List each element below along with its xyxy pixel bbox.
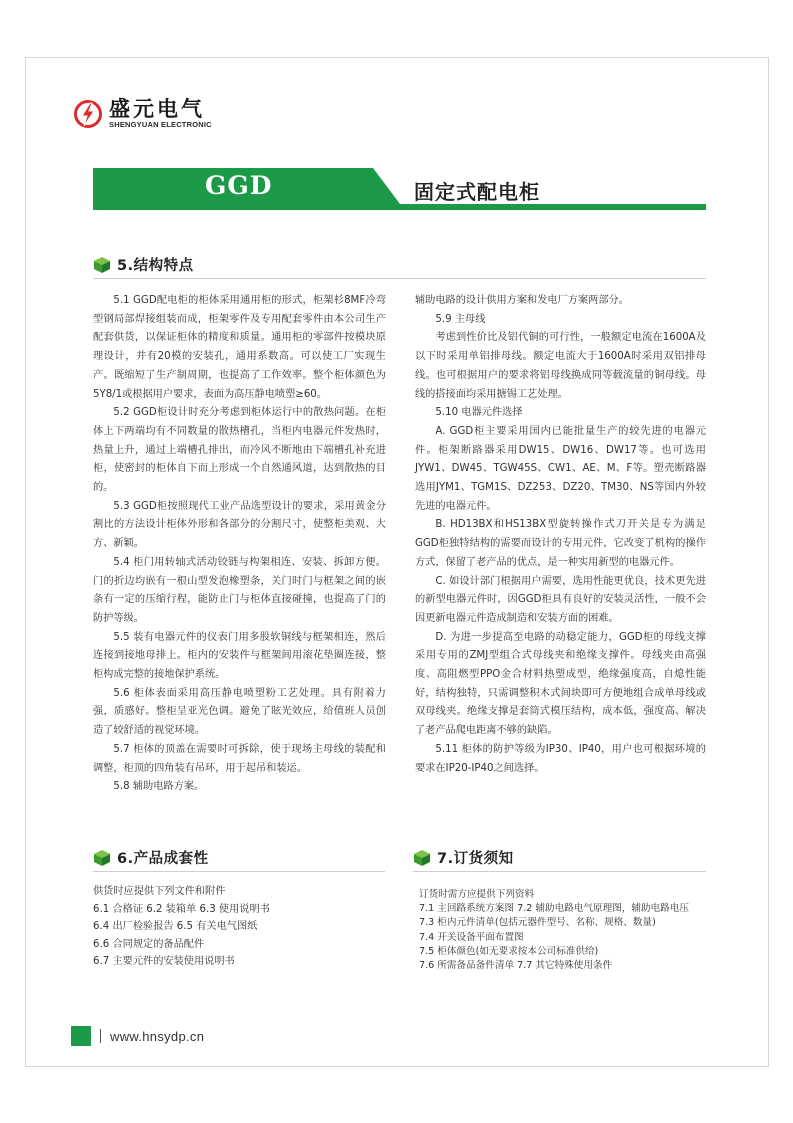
list-item: 7.4 开关设备平面布置图 — [419, 931, 524, 943]
paragraph: 考虑到性价比及铝代铜的可行性，一般额定电流在1600A及以下时采用单铝排母线。额定电流大于1600A时采用双铝排母线。也可根据用户的要求将铝母线换成同等载流量的铜母线。母线的搭接面均采用搪锡工艺处理。 — [415, 332, 706, 400]
footer-divider — [100, 1029, 101, 1043]
section-5-rule — [93, 278, 706, 279]
paragraph: C. 如设计部门根据用户需要，选用性能更优良，技术更先进的新型电器元件时，因GGD柜具有良好的安装灵活性，一般不会因更新电器元件造成制造和安装方面的困难。 — [415, 575, 706, 624]
list-item: 6.1 合格证 6.2 装箱单 6.3 使用说明书 — [93, 903, 270, 915]
section-5-title: 5.结构特点 — [117, 258, 194, 274]
paragraph: 5.10 电器元件选择 — [435, 407, 523, 419]
lightning-logo-icon — [73, 99, 103, 129]
section-5-left-column — [93, 292, 386, 797]
cube-icon — [93, 849, 111, 867]
cube-icon — [93, 256, 111, 274]
section-7-list — [419, 888, 709, 973]
paragraph: 辅助电路的设计供用方案和发电厂方案两部分。 — [415, 295, 629, 306]
list-item: 订货时需方应提供下列资料 — [419, 889, 535, 900]
product-code: GGD — [205, 171, 273, 200]
paragraph: 5.7 柜体的顶盖在需要时可拆除，使于现场主母线的装配和调整，柜顶的四角装有吊环，用于起吊和装运。 — [93, 743, 386, 774]
section-7-header — [413, 847, 514, 868]
website-link[interactable]: www.hnsydp.cn — [110, 1028, 205, 1044]
footer-green-square — [71, 1026, 91, 1046]
paragraph: A. GGD柜主要采用国内已能批量生产的较先进的电器元件。柜架断路器采用DW15、DW16、DW17等。也可选用JYW1、DW45、TGW45S、CW1、AE、M、F等。塑壳断路器选用JYM1、TGM1S、DZ253、DZ20、TM30、NS等国内外较先进的电器元件。 — [415, 425, 706, 512]
paragraph: 5.4 柜门用转轴式活动铰链与构架相连、安装、拆卸方便。门的折边均嵌有一根山型发泡橡塑条，关门时门与框架之间的嵌条有一定的压缩行程，能防止门与柜体直接碰撞，也提高了门的防护等级。 — [93, 556, 386, 624]
paragraph: 5.5 装有电器元件的仪表门用多股软铜线与框架相连，然后连接到接地母排上。柜内的安装件与框架间用滚花垫圈连接，整柜构成完整的接地保护系统。 — [93, 631, 386, 681]
section-5-right-column — [415, 292, 706, 778]
list-item: 供货时应提供下列文件和附件 — [93, 886, 226, 897]
list-item: 6.6 合同规定的备品配件 — [93, 938, 205, 950]
brand-name-en: SHENGYUAN ELECTRONIC — [109, 120, 212, 129]
list-item: 7.6 所需备品备件清单 7.7 其它特殊使用条件 — [419, 960, 613, 972]
section-6-header — [93, 847, 209, 868]
paragraph: 5.8 辅助电路方案。 — [113, 781, 205, 793]
title-banner — [93, 168, 706, 210]
section-6-rule — [93, 871, 385, 872]
list-item: 6.4 出厂检验报告 6.5 有关电气图纸 — [93, 921, 258, 932]
section-6-list — [93, 883, 388, 971]
paragraph: D. 为进一步提高至电路的动稳定能力，GGD柜的母线支撑采用专用的ZMJ型组合式母线夹和绝缘支撑件。母线夹由高强度、高阻燃型PPO金合材料热塑成型，绝缘强度高，自熄性能好，结构独特，只需调整积木式间块即可方便地组合成单母线或双母线夹。绝缘支撑是套筒式模压结构，成本低，强度高、解决了老产品爬电距离不够的缺陷。 — [415, 631, 706, 737]
paragraph: 5.11 柜体的防护等级为IP30、IP40，用户也可根据环境的要求在IP20-IP40之间选择。 — [415, 743, 706, 774]
list-item: 6.7 主要元件的安装使用说明书 — [93, 956, 235, 967]
section-7-title: 7.订货须知 — [437, 851, 514, 867]
section-7-rule — [413, 871, 706, 872]
paragraph: B. HD13BX和HS13BX型旋转操作式刀开关是专为满足GGD柜独特结构的需要而设计的专用元件，它改变了机构的操作方式，保留了老产品的优点，是一种实用新型的电器元件。 — [415, 519, 706, 568]
list-item: 7.1 主回路系统方案图 7.2 辅助电路电气原理图，辅助电路电压 — [419, 903, 689, 915]
paragraph: 5.3 GGD柜按照现代工业产品选型设计的要求，采用黄金分割比的方法设计柜体外形和各部分的分割尺寸，使整柜美观、大方、新颖。 — [93, 500, 386, 550]
cube-icon — [413, 849, 431, 867]
section-5-header — [93, 254, 194, 275]
paragraph: 5.6 柜体表面采用高压静电喷塑粉工艺处理。具有附着力强，质感好。整柜呈亚光色调。避免了眩光效应，给值班人员创造了较舒适的视觉环境。 — [93, 687, 386, 737]
footer — [71, 1026, 204, 1046]
paragraph: 5.1 GGD配电柜的柜体采用通用柜的形式，柜架杉8MF冷弯型钢局部焊接组装而成，柜架零件及专用配套零件由本公司生产配套供货，以保证柜体的精度和质量。通用柜的零部件按模块原理设计，并有20模的安装孔，通用系数高。可以使工厂实现生产。既缩短了生产制周期，也提高了工作效率。整个柜体颜色为5Y8/1或根据用户要求，表面为高压静电喷塑≥60。 — [93, 295, 386, 400]
brand-name-cn: 盛元电气 — [109, 97, 205, 121]
brand-logo — [73, 98, 212, 129]
page-title: 固定式配电柜 — [414, 180, 540, 204]
list-item: 7.3 柜内元件清单(包括元器件型号、名称、规格、数量) — [419, 917, 656, 929]
list-item: 7.5 柜体颜色(如无要求按本公司标准供给) — [419, 945, 599, 957]
section-6-title: 6.产品成套性 — [117, 851, 209, 867]
paragraph: 5.2 GGD柜设计时充分考虑到柜体运行中的散热问题。在柜体上下两端均有不同数量的散热槽孔，当柜内电器元件发热时，热量上升，通过上端槽孔排出，而冷风不断地由下端槽孔补充进柜，使密封的柜体自下而上形成一个自然通风道，达到散热的目的。 — [93, 407, 386, 494]
paragraph: 5.9 主母线 — [435, 313, 486, 325]
